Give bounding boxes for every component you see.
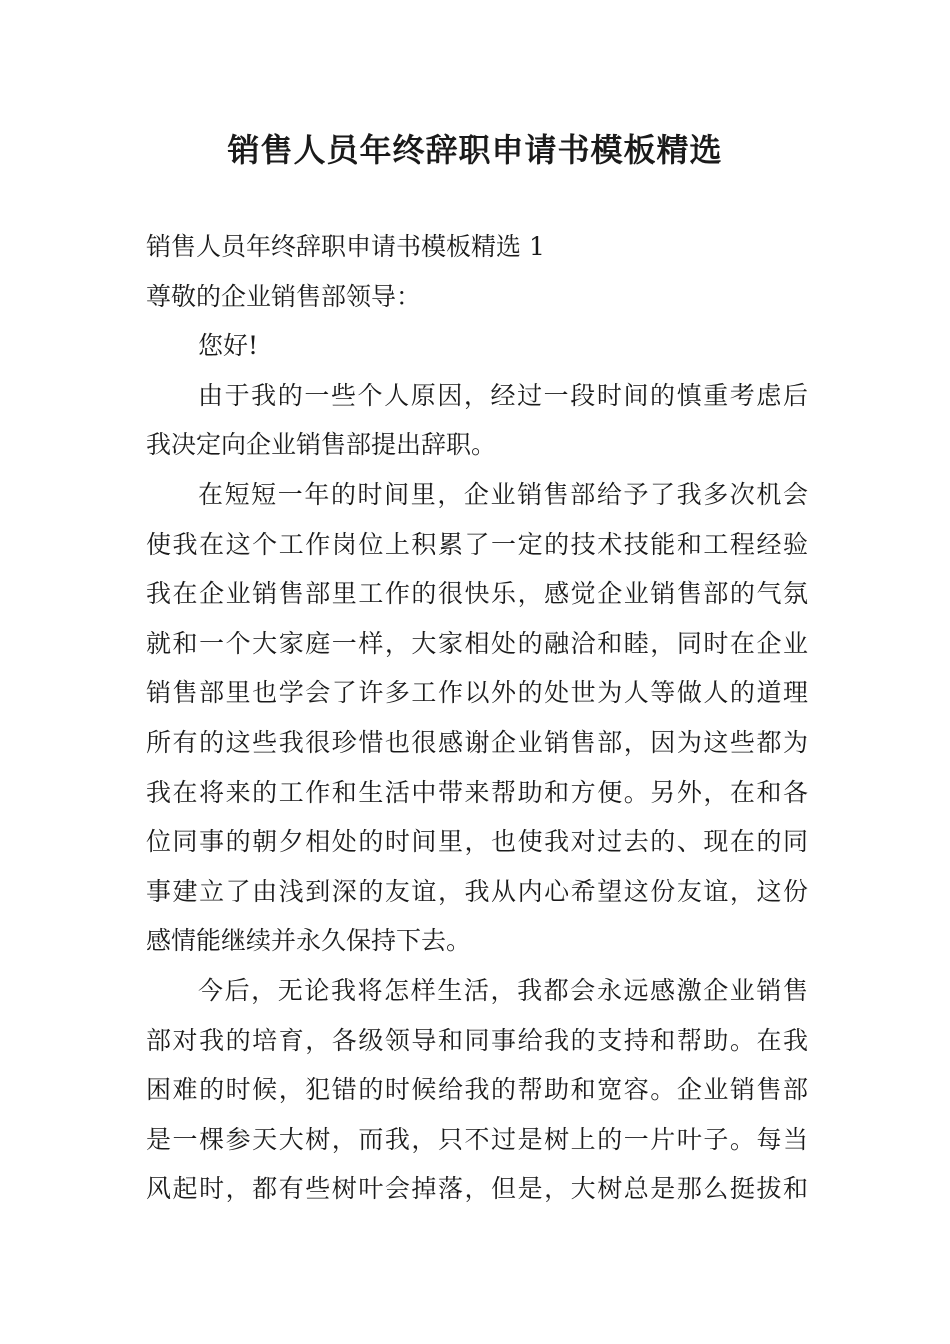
paragraph-line: 是一棵参天大树，而我，只不过是树上的一片叶子。每当 xyxy=(146,1124,808,1154)
paragraph-line: 所有的这些我很珍惜也很感谢企业销售部，因为这些都为 xyxy=(146,727,808,757)
paragraph-3 xyxy=(146,966,808,1214)
paragraph-line: 部对我的培育，各级领导和同事给我的支持和帮助。在我 xyxy=(146,1025,808,1055)
paragraph-line: 感情能继续并永久保持下去。 xyxy=(146,926,472,956)
paragraph-line: 我在企业销售部里工作的很快乐，感觉企业销售部的气氛 xyxy=(146,579,808,609)
paragraph-line: 销售部里也学会了许多工作以外的处世为人等做人的道理 xyxy=(146,678,808,708)
paragraph-2 xyxy=(146,470,808,966)
paragraph-line: 位同事的朝夕相处的时间里，也使我对过去的、现在的同 xyxy=(146,827,808,857)
paragraph-line: 在短短一年的时间里，企业销售部给予了我多次机会 xyxy=(198,479,808,509)
paragraph-line: 风起时，都有些树叶会掉落，但是，大树总是那么挺拔和 xyxy=(146,1174,808,1204)
paragraph-line: 使我在这个工作岗位上积累了一定的技术技能和工程经验 xyxy=(146,529,808,559)
paragraph-line: 由于我的一些个人原因，经过一段时间的慎重考虑后 xyxy=(198,380,808,410)
paragraph-1 xyxy=(146,371,808,470)
paragraph-line: 事建立了由浅到深的友谊，我从内心希望这份友谊，这份 xyxy=(146,876,808,906)
greeting: 您好! xyxy=(198,331,259,361)
salutation: 尊敬的企业销售部领导： xyxy=(146,281,422,311)
document-title: 销售人员年终辞职申请书模板精选 xyxy=(227,131,723,169)
paragraph-line: 今后，无论我将怎样生活，我都会永远感激企业销售 xyxy=(198,975,808,1005)
section-heading: 销售人员年终辞职申请书模板精选 1 xyxy=(146,232,545,261)
paragraph-line: 就和一个大家庭一样，大家相处的融洽和睦，同时在企业 xyxy=(146,628,808,658)
paragraph-line: 困难的时候，犯错的时候给我的帮助和宽容。企业销售部 xyxy=(146,1075,808,1105)
paragraph-line: 我决定向企业销售部提出辞职。 xyxy=(146,430,497,460)
document-body xyxy=(146,222,808,1214)
paragraph-line: 我在将来的工作和生活中带来帮助和方便。另外，在和各 xyxy=(146,777,808,807)
